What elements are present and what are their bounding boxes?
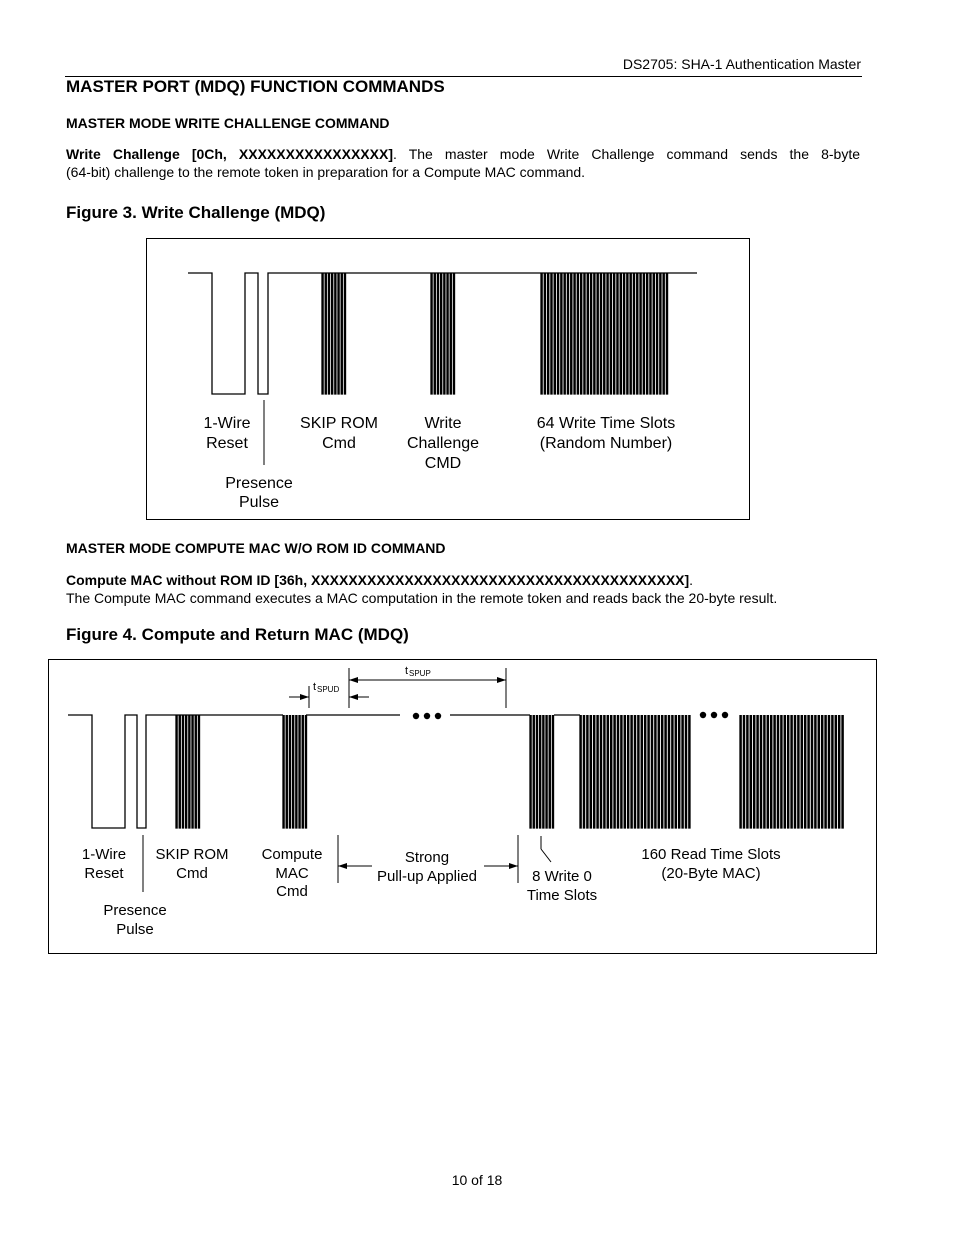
- fig3-skip-rom-pulses: [322, 273, 346, 394]
- compute-mac-lead-tail: .: [689, 572, 694, 588]
- fig4-label-strong-2: Pull-up Applied: [376, 868, 478, 885]
- fig3-label-wc-3: CMD: [424, 455, 462, 472]
- compute-mac-paragraph: [66, 571, 860, 607]
- figure3-title: Figure 3. Write Challenge (MDQ): [66, 203, 326, 222]
- compute-mac-text-2: The Compute MAC command executes a MAC computation in the remote token and reads back the 20-byte result.: [66, 590, 778, 606]
- fig4-label-read-1: 160 Read Time Slots: [641, 846, 781, 863]
- fig3-label-presence-2: Pulse: [238, 494, 280, 511]
- fig4-label-reset-1: 1-Wire: [81, 846, 127, 863]
- fig4-label-presence-1: Presence: [103, 902, 167, 919]
- fig4-label-w0-2: Time Slots: [526, 887, 598, 904]
- fig3-label-skip-1: SKIP ROM: [300, 415, 378, 432]
- compute-mac-heading: MASTER MODE COMPUTE MAC W/O ROM ID COMMAND: [66, 540, 446, 556]
- fig4-label-reset-2: Reset: [84, 865, 124, 882]
- fig4-label-w0-1: 8 Write 0: [532, 868, 592, 885]
- page-number: 10 of 18: [451, 1172, 503, 1188]
- write-challenge-command: Write Challenge [0Ch, XXXXXXXXXXXXXXXX]: [66, 146, 393, 162]
- write-challenge-text-2: (64-bit) challenge to the remote token in preparation for a Compute MAC command.: [66, 164, 586, 180]
- fig4-label-skip-2: Cmd: [176, 865, 208, 882]
- fig3-label-reset-1: 1-Wire: [203, 415, 251, 432]
- fig4-label-strong-1: Strong: [404, 849, 450, 866]
- fig3-label-wc-1: Write: [424, 415, 462, 432]
- fig4-tspud-t: t: [313, 681, 317, 693]
- fig4-label-cm-1: Compute: [261, 846, 323, 863]
- write-challenge-heading: MASTER MODE WRITE CHALLENGE COMMAND: [66, 115, 390, 131]
- section-title: MASTER PORT (MDQ) FUNCTION COMMANDS: [66, 77, 445, 96]
- fig4-label-cm-3: Cmd: [276, 883, 308, 900]
- fig3-write-challenge-pulses: [431, 273, 455, 394]
- fig3-label-wc-2: Challenge: [406, 435, 480, 452]
- fig4-label-skip-1: SKIP ROM: [155, 846, 229, 863]
- fig4-tspud-sub: SPUD: [317, 685, 340, 694]
- fig4-label-cm-2: MAC: [275, 865, 309, 882]
- write-challenge-text-1: . The master mode Write Challenge command sends the 8-byte: [392, 146, 860, 162]
- fig3-label-slots-1: 64 Write Time Slots: [536, 415, 676, 432]
- fig4-label-presence-2: Pulse: [116, 921, 154, 938]
- compute-mac-command: Compute MAC without ROM ID [36h, XXXXXXXXXXXXXXXXXXXXXXXXXXXXXXXXXXXXXXXX]: [66, 572, 690, 588]
- fig4-tspup-t: t: [405, 665, 409, 677]
- fig3-label-reset-2: Reset: [206, 435, 248, 452]
- fig3-write-slot-pulses: [541, 273, 668, 394]
- fig3-label-skip-2: Cmd: [322, 435, 356, 452]
- document-header-title: DS2705: SHA-1 Authentication Master: [622, 56, 861, 72]
- figure3-waveform: [188, 273, 697, 394]
- fig4-label-read-2: (20-Byte MAC): [661, 865, 761, 882]
- fig3-label-slots-2: (Random Number): [539, 435, 673, 452]
- fig3-label-presence-1: Presence: [225, 475, 293, 492]
- fig4-tspup-sub: SPUP: [409, 669, 431, 678]
- figure4-title: Figure 4. Compute and Return MAC (MDQ): [66, 625, 409, 644]
- compute-mac-line-1: [66, 571, 860, 589]
